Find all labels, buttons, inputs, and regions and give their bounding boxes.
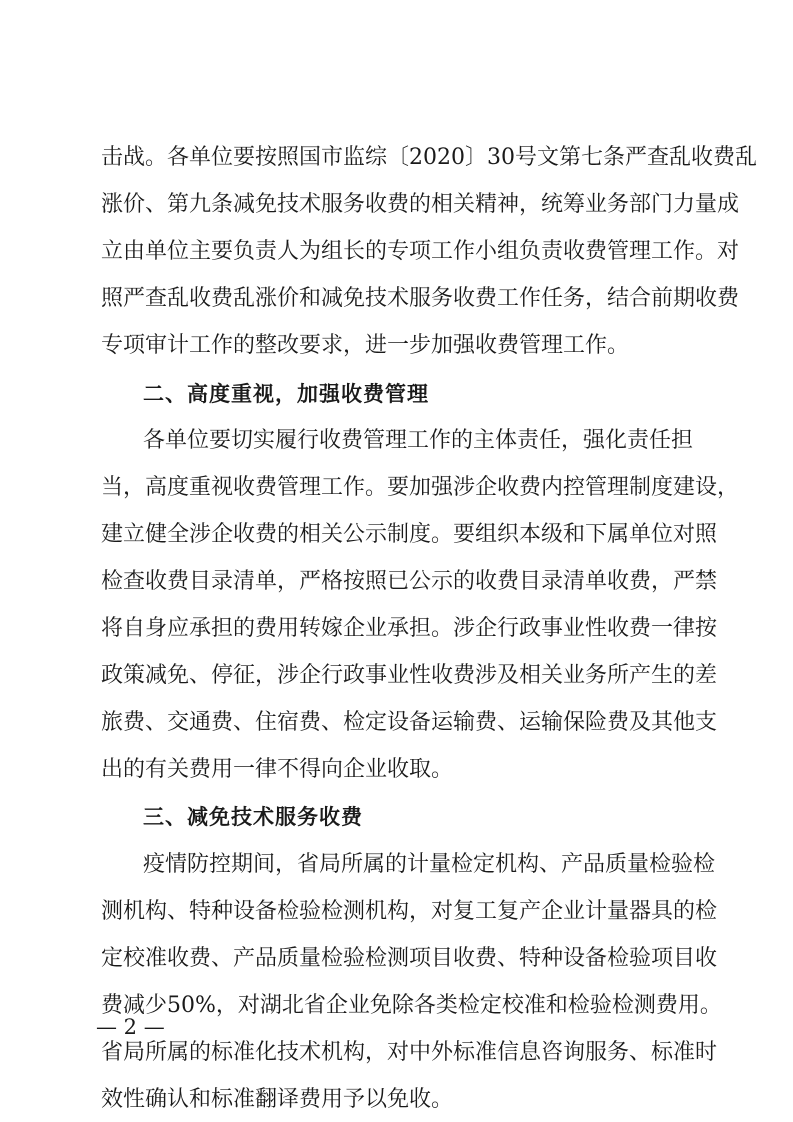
paragraph-2-line-6: 政策减免、停征，涉企行政事业性收费涉及相关业务所产生的差 <box>101 663 718 688</box>
paragraph-2-line-7: 旅费、交通费、住宿费、检定设备运输费、运输保险费及其他支 <box>101 710 718 735</box>
paragraph-1-line-2: 涨价、第九条减免技术服务收费的相关精神，统筹业务部门力量成 <box>101 192 740 217</box>
page-number: — 2 — <box>96 1015 165 1039</box>
section-heading-3: 三、减免技术服务收费 <box>143 805 363 829</box>
paragraph-3-line-4: 费减少50%，对湖北省企业免除各类检定校准和检验检测费用。 <box>101 993 722 1018</box>
paragraph-2-line-3: 建立健全涉企收费的相关公示制度。要组织本级和下属单位对照 <box>101 522 718 547</box>
paragraph-2-line-4: 检查收费目录清单，严格按照已公示的收费目录清单收费，严禁 <box>101 569 718 594</box>
paragraph-3-line-1: 疫情防控期间，省局所属的计量检定机构、产品质量检验检 <box>143 852 716 877</box>
paragraph-2-line-2: 当，高度重视收费管理工作。要加强涉企收费内控管理制度建设， <box>101 475 740 500</box>
paragraph-2-line-1: 各单位要切实履行收费管理工作的主体责任，强化责任担 <box>143 428 694 453</box>
paragraph-2-line-8: 出的有关费用一律不得向企业收取。 <box>101 757 454 782</box>
paragraph-1-line-1: 击战。各单位要按照国市监综〔2020〕30号文第七条严查乱收费乱 <box>101 145 757 170</box>
paragraph-2-line-5: 将自身应承担的费用转嫁企业承担。涉企行政事业性收费一律按 <box>101 616 718 641</box>
paragraph-1-line-5: 专项审计工作的整改要求，进一步加强收费管理工作。 <box>101 333 630 358</box>
paragraph-1-line-3: 立由单位主要负责人为组长的专项工作小组负责收费管理工作。对 <box>101 239 740 264</box>
paragraph-3-line-3: 定校准收费、产品质量检验检测项目收费、特种设备检验项目收 <box>101 946 718 971</box>
paragraph-1-line-4: 照严查乱收费乱涨价和减免技术服务收费工作任务，结合前期收费 <box>101 286 740 311</box>
paragraph-3-line-5: 省局所属的标准化技术机构，对中外标准信息咨询服务、标准时 <box>101 1040 718 1065</box>
paragraph-3-line-6: 效性确认和标准翻译费用予以免收。 <box>101 1087 454 1112</box>
section-heading-2: 二、高度重视，加强收费管理 <box>143 382 429 406</box>
paragraph-3-line-2: 测机构、特种设备检验检测机构，对复工复产企业计量器具的检 <box>101 899 718 924</box>
